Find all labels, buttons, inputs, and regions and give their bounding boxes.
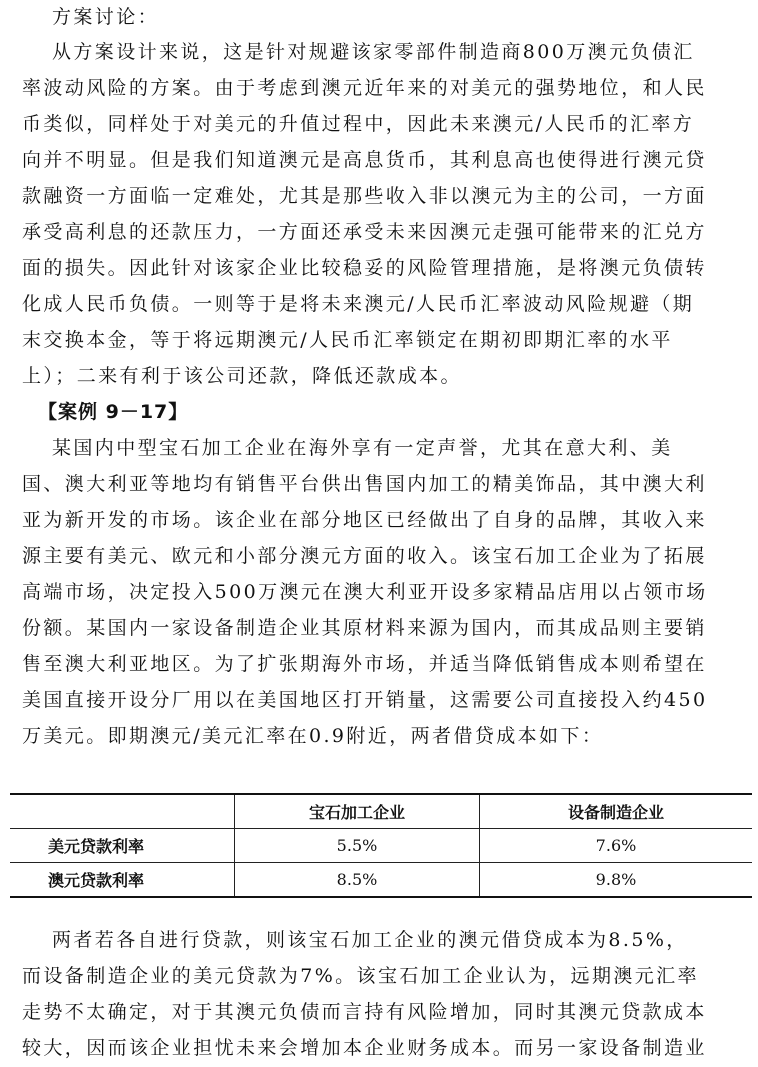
case-line: 万美元。即期澳元/美元汇率在0.9附近，两者借贷成本如下： bbox=[22, 725, 604, 747]
section-heading: 方案讨论： bbox=[52, 6, 160, 28]
table-header-cell: 宝石加工企业 bbox=[235, 794, 480, 829]
table-cell: 5.5% bbox=[235, 829, 480, 863]
table-cell: 8.5% bbox=[235, 863, 480, 898]
discussion-line: 向并不明显。但是我们知道澳元是高息货币，其利息高也使得进行澳元贷 bbox=[22, 149, 707, 171]
case-line: 高端市场，决定投入500万澳元在澳大利亚开设多家精品店用以占领市场 bbox=[22, 581, 708, 603]
closing-line: 而设备制造企业的美元贷款为7%。该宝石加工企业认为，远期澳元汇率 bbox=[22, 965, 699, 987]
case-line: 源主要有美元、欧元和小部分澳元方面的收入。该宝石加工企业为了拓展 bbox=[22, 545, 707, 567]
table-row bbox=[10, 863, 752, 898]
closing-line: 走势不太确定，对于其澳元负债而言持有风险增加，同时其澳元贷款成本 bbox=[22, 1001, 707, 1023]
case-line: 国、澳大利亚等地均有销售平台供出售国内加工的精美饰品，其中澳大利 bbox=[22, 473, 707, 495]
case-title: 【案例 9－17】 bbox=[38, 401, 189, 423]
discussion-line: 面的损失。因此针对该家企业比较稳妥的风险管理措施，是将澳元负债转 bbox=[22, 257, 707, 279]
closing-line: 两者若各自进行贷款，则该宝石加工企业的澳元借贷成本为8.5%， bbox=[52, 929, 688, 951]
discussion-line: 率波动风险的方案。由于考虑到澳元近年来的对美元的强势地位，和人民 bbox=[22, 77, 707, 99]
table-row bbox=[10, 829, 752, 863]
case-line: 售至澳大利亚地区。为了扩张期海外市场，并适当降低销售成本则希望在 bbox=[22, 653, 707, 675]
case-line: 美国直接开设分厂用以在美国地区打开销量，这需要公司直接投入约450 bbox=[22, 689, 708, 711]
loan-rate-table bbox=[10, 793, 752, 898]
table-cell: 7.6% bbox=[480, 829, 753, 863]
row-label: 美元贷款利率 bbox=[10, 829, 235, 863]
case-line: 份额。某国内一家设备制造企业其原材料来源为国内，而其成品则主要销 bbox=[22, 617, 707, 639]
table-header-row bbox=[10, 794, 752, 829]
discussion-line: 承受高利息的还款压力，一方面还承受未来因澳元走强可能带来的汇兑方 bbox=[22, 221, 707, 243]
discussion-line: 款融资一方面临一定难处，尤其是那些收入非以澳元为主的公司，一方面 bbox=[22, 185, 707, 207]
discussion-line: 末交换本金，等于将远期澳元/人民币汇率锁定在期初即期汇率的水平 bbox=[22, 329, 673, 351]
table-header-cell: 设备制造企业 bbox=[480, 794, 753, 829]
table-header-cell bbox=[10, 794, 235, 829]
discussion-line: 币类似，同样处于对美元的升值过程中，因此未来澳元/人民币的汇率方 bbox=[22, 113, 695, 135]
discussion-line: 上）；二来有利于该公司还款，降低还款成本。 bbox=[22, 365, 462, 387]
case-line: 某国内中型宝石加工企业在海外享有一定声誉，尤其在意大利、美 bbox=[52, 437, 673, 459]
case-line: 亚为新开发的市场。该企业在部分地区已经做出了自身的品牌，其收入来 bbox=[22, 509, 707, 531]
discussion-line: 化成人民币负债。一则等于是将未来澳元/人民币汇率波动风险规避（期 bbox=[22, 293, 695, 315]
closing-line: 较大，因而该企业担忧未来会增加本企业财务成本。而另一家设备制造业 bbox=[22, 1037, 707, 1059]
table-cell: 9.8% bbox=[480, 863, 753, 898]
discussion-line: 从方案设计来说，这是针对规避该家零部件制造商800万澳元负债汇 bbox=[52, 41, 695, 63]
row-label: 澳元贷款利率 bbox=[10, 863, 235, 898]
